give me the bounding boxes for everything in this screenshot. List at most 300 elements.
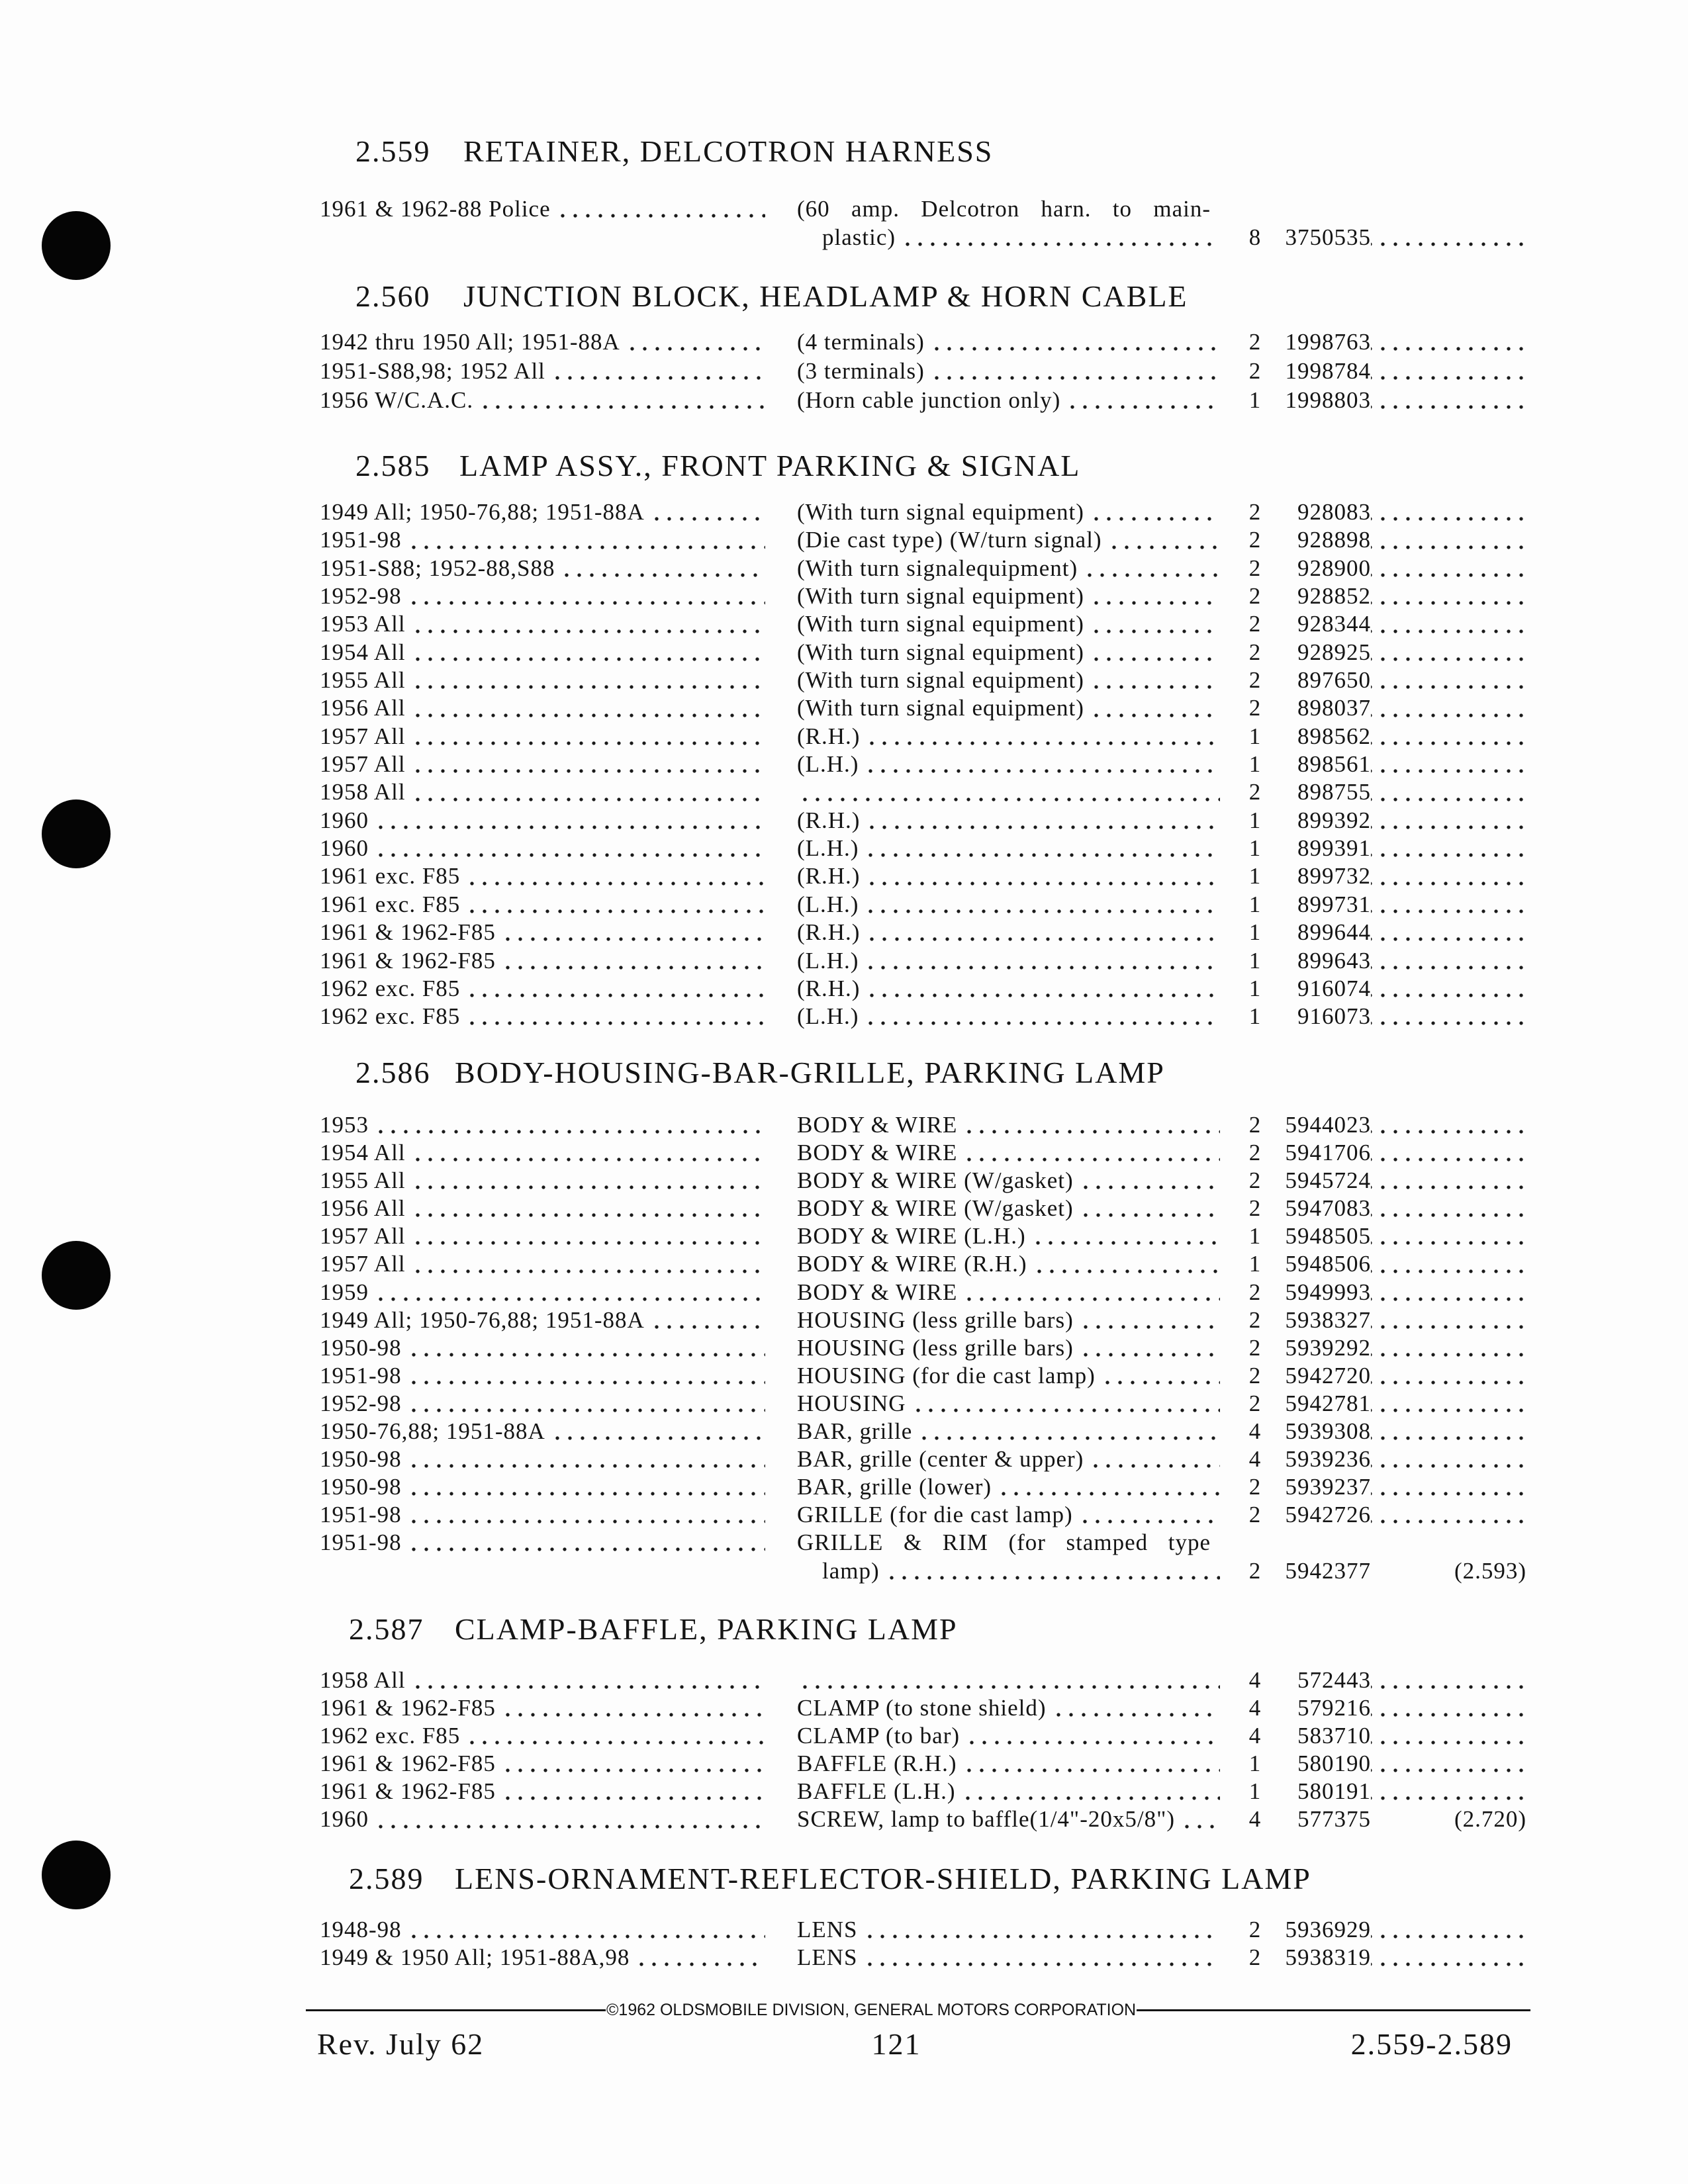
- description: (R.H.): [797, 863, 861, 889]
- dot-leader: [960, 1778, 1220, 1805]
- dot-leader: [555, 195, 765, 223]
- dot-leader: [373, 835, 765, 862]
- model-years-cell: [320, 1111, 765, 1139]
- model-years-cell: [320, 1279, 765, 1306]
- dot-leader: [1371, 975, 1526, 1003]
- quantity-cell: 2: [1248, 1140, 1262, 1166]
- dot-leader: [1371, 1750, 1526, 1778]
- model-years: 1960: [320, 807, 369, 833]
- model-years-cell: [320, 1722, 765, 1750]
- dot-leader: [477, 386, 765, 415]
- dot-leader: [1100, 1362, 1220, 1390]
- quantity-cell: 4: [1248, 1446, 1262, 1473]
- model-years-cell: [320, 1362, 765, 1390]
- section-range: 2.559-2.589: [1350, 2027, 1513, 2061]
- dot-leader: [1371, 891, 1526, 919]
- model-years: 1958 All: [320, 779, 406, 805]
- dot-leader: [863, 835, 1220, 862]
- table-row: [0, 386, 1688, 415]
- parts-section: [0, 280, 1688, 415]
- description: BAR, grille (lower): [797, 1474, 992, 1500]
- parts-table: [0, 1666, 1688, 1834]
- part-number: 899643: [1297, 947, 1371, 974]
- dot-leader: [862, 1944, 1221, 1972]
- dot-leader: [406, 1916, 765, 1944]
- table-row: [0, 1390, 1688, 1418]
- section-number: 2.587: [349, 1612, 424, 1646]
- quantity-cell: 2: [1248, 1944, 1262, 1970]
- table-row: [0, 807, 1688, 835]
- parts-table: [0, 328, 1688, 415]
- section-title: CLAMP-BAFFLE, PARKING LAMP: [455, 1612, 958, 1646]
- description-cell: [797, 1805, 1220, 1833]
- parts-section: [0, 135, 1688, 251]
- quantity-cell: 1: [1248, 1003, 1262, 1030]
- part-number-cell: [1281, 1778, 1526, 1805]
- description-cell: [797, 1334, 1220, 1362]
- part-number-cell: [1281, 778, 1526, 806]
- part-number-cell: [1281, 919, 1526, 946]
- table-row: [0, 1003, 1688, 1030]
- quantity-cell: 2: [1248, 1390, 1262, 1416]
- dot-leader: [1371, 1279, 1526, 1306]
- parts-table: [0, 1916, 1688, 1972]
- table-row: [0, 666, 1688, 694]
- dot-leader: [884, 1557, 1220, 1585]
- dot-leader: [1179, 1805, 1220, 1833]
- dot-leader: [1371, 1362, 1526, 1390]
- dot-leader: [910, 1390, 1221, 1418]
- model-years-cell: [320, 666, 765, 694]
- quantity-cell: 1: [1248, 947, 1262, 974]
- model-years: 1959: [320, 1279, 369, 1305]
- table-row-continuation: [0, 223, 1688, 251]
- section-title: LENS-ORNAMENT-REFLECTOR-SHIELD, PARKING LAMP: [455, 1862, 1311, 1895]
- quantity-cell: 1: [1248, 919, 1262, 946]
- dot-leader: [406, 526, 765, 554]
- dot-leader: [624, 328, 765, 357]
- dot-leader: [1082, 555, 1220, 582]
- dot-leader: [1371, 1306, 1526, 1334]
- table-row: [0, 582, 1688, 610]
- part-number-cell: [1281, 1722, 1526, 1750]
- description: (60 amp. Delcotron harn. to main-: [797, 196, 1211, 222]
- dot-leader: [916, 1418, 1220, 1445]
- model-years: 1961 & 1962-F85: [320, 1778, 496, 1805]
- model-years: 1960: [320, 835, 369, 862]
- model-years: 1951-S88; 1952-88,S88: [320, 555, 555, 581]
- part-number-cell: [1281, 223, 1526, 251]
- part-number-cell: [1281, 975, 1526, 1003]
- dot-leader: [929, 328, 1220, 357]
- model-years: 1950-98: [320, 1334, 402, 1361]
- table-row: [0, 751, 1688, 778]
- dot-leader: [929, 357, 1220, 386]
- quantity-cell: 2: [1248, 779, 1262, 805]
- description-cell: [797, 666, 1220, 694]
- dot-leader: [1371, 666, 1526, 694]
- quantity-cell: 1: [1248, 891, 1262, 917]
- table-row: [0, 891, 1688, 919]
- dot-leader: [1371, 1944, 1526, 1972]
- dot-leader: [864, 807, 1220, 835]
- description: (With turn signal equipment): [797, 667, 1084, 694]
- part-number: 5942726: [1285, 1502, 1371, 1528]
- dot-leader: [1078, 1334, 1220, 1362]
- part-number: 1998803: [1285, 387, 1371, 413]
- model-years-cell: [320, 1529, 765, 1557]
- table-row: [0, 975, 1688, 1003]
- part-number-cell: [1281, 1306, 1526, 1334]
- dot-leader: [1078, 1167, 1220, 1195]
- dot-leader: [549, 1418, 765, 1445]
- model-years-cell: [320, 778, 765, 806]
- table-row-continuation: [0, 1557, 1688, 1585]
- table-row: [0, 1139, 1688, 1167]
- dot-leader: [649, 1306, 765, 1334]
- part-number-cell: [1281, 1916, 1526, 1944]
- model-years-cell: [320, 694, 765, 722]
- description-continued: plastic): [822, 224, 896, 250]
- part-number: 1998763: [1285, 329, 1371, 355]
- quantity-cell: 4: [1248, 1667, 1262, 1693]
- part-number-cell: [1281, 1111, 1526, 1139]
- description-cell: [797, 862, 1220, 890]
- model-years: 1951-98: [320, 527, 402, 553]
- quantity-cell: 4: [1248, 1695, 1262, 1721]
- description: BODY & WIRE (L.H.): [797, 1223, 1026, 1250]
- model-years-cell: [320, 1694, 765, 1722]
- description: BODY & WIRE (W/gasket): [797, 1167, 1074, 1194]
- model-years-cell: [320, 1750, 765, 1778]
- model-years-cell: [320, 1778, 765, 1805]
- model-years: 1960: [320, 1806, 369, 1833]
- dot-leader: [410, 666, 765, 694]
- dot-leader: [410, 1195, 765, 1222]
- description-cell: [797, 778, 1220, 806]
- model-years-cell: [320, 639, 765, 666]
- quantity-cell: 1: [1248, 1778, 1262, 1805]
- part-number: 898037: [1297, 695, 1371, 721]
- dot-leader: [410, 1666, 765, 1694]
- dot-leader: [1088, 610, 1220, 638]
- part-number: 5948506: [1285, 1251, 1371, 1277]
- table-row: [0, 526, 1688, 554]
- description-cell: [797, 975, 1220, 1003]
- model-years: 1955 All: [320, 1167, 406, 1194]
- part-number-cell: [1281, 1362, 1526, 1390]
- model-years: 1954 All: [320, 1140, 406, 1166]
- part-number: 5941706: [1285, 1140, 1371, 1166]
- description: CLAMP (to bar): [797, 1723, 961, 1749]
- model-years: 1950-76,88; 1951-88A: [320, 1418, 545, 1445]
- dot-leader: [1371, 328, 1526, 357]
- quantity-cell: 2: [1248, 611, 1262, 637]
- description: (With turn signalequipment): [797, 555, 1078, 581]
- dot-leader: [961, 1111, 1220, 1139]
- quantity-cell: 2: [1248, 1502, 1262, 1528]
- part-number-cell: [1281, 1694, 1526, 1722]
- part-number: 5942781: [1285, 1390, 1371, 1416]
- dot-leader: [410, 1139, 765, 1167]
- model-years: 1957 All: [320, 1251, 406, 1277]
- model-years: 1951-98: [320, 1502, 402, 1528]
- dot-leader: [464, 1722, 765, 1750]
- description-cell: [797, 1473, 1220, 1501]
- part-number-cell: [1281, 694, 1526, 722]
- quantity-cell: 2: [1248, 695, 1262, 721]
- dot-leader: [1371, 1722, 1526, 1750]
- part-number: 580190: [1297, 1751, 1371, 1777]
- part-number: 577375: [1297, 1806, 1371, 1833]
- dot-leader: [996, 1473, 1220, 1501]
- model-years: 1956 W/C.A.C.: [320, 387, 474, 413]
- dot-leader: [500, 947, 765, 975]
- description-cell: [797, 1666, 1220, 1694]
- model-years-cell: [320, 1139, 765, 1167]
- dot-leader: [862, 1916, 1221, 1944]
- quantity-cell: 4: [1248, 1806, 1262, 1833]
- description: BODY & WIRE: [797, 1140, 958, 1166]
- model-years: 1951-98: [320, 1362, 402, 1388]
- description-cell: [797, 1529, 1220, 1557]
- part-number-cell: [1281, 555, 1526, 582]
- description-cell: [797, 1722, 1220, 1750]
- dot-leader: [410, 778, 765, 806]
- part-number-cell: [1281, 1139, 1526, 1167]
- model-years-cell: [320, 1250, 765, 1278]
- dot-leader: [1371, 1473, 1526, 1501]
- table-row: [0, 1501, 1688, 1529]
- quantity-cell: 2: [1248, 329, 1262, 355]
- dot-leader: [1371, 919, 1526, 946]
- dot-leader: [500, 1694, 765, 1722]
- description-continued: lamp): [822, 1557, 880, 1584]
- description: SCREW, lamp to baffle(1/4"-20x5/8"): [797, 1806, 1176, 1833]
- dot-leader: [863, 947, 1220, 975]
- description: (L.H.): [797, 1003, 859, 1030]
- model-years: 1961 & 1962-88 Police: [320, 196, 551, 222]
- dot-leader: [1106, 526, 1220, 554]
- model-years-cell: [320, 195, 765, 223]
- description: (With turn signal equipment): [797, 639, 1084, 665]
- footer-rule: [306, 2009, 606, 2011]
- table-row: [0, 1694, 1688, 1722]
- quantity-cell: 2: [1248, 527, 1262, 553]
- dot-leader: [1088, 694, 1220, 722]
- dot-leader: [1078, 1195, 1220, 1222]
- dot-leader: [1030, 1222, 1220, 1250]
- model-years: 1953 All: [320, 611, 406, 637]
- description: BAFFLE (L.H.): [797, 1778, 956, 1805]
- dot-leader: [1088, 498, 1220, 526]
- table-row: [0, 1473, 1688, 1501]
- description-cell: [797, 1222, 1220, 1250]
- model-years: 1956 All: [320, 695, 406, 721]
- part-number-cell: [1281, 1250, 1526, 1278]
- part-number-cell: [1281, 947, 1526, 975]
- description: BODY & WIRE (W/gasket): [797, 1195, 1074, 1222]
- dot-leader: [500, 919, 765, 946]
- dot-leader: [1371, 1445, 1526, 1473]
- dot-leader: [797, 1666, 1220, 1694]
- dot-leader: [464, 1003, 765, 1030]
- model-years-cell: [320, 835, 765, 862]
- quantity-cell: 1: [1248, 1223, 1262, 1250]
- dot-leader: [1371, 639, 1526, 666]
- table-row: [0, 1279, 1688, 1306]
- quantity-cell: 2: [1248, 1279, 1262, 1305]
- quantity-cell: 1: [1248, 807, 1262, 833]
- quantity-cell: 2: [1248, 1195, 1262, 1222]
- model-years: 1954 All: [320, 639, 406, 665]
- description: BODY & WIRE: [797, 1279, 958, 1305]
- quantity-cell: 8: [1248, 224, 1262, 250]
- description-cell: [797, 386, 1220, 415]
- part-number: 583710: [1297, 1723, 1371, 1749]
- description-cell: [797, 357, 1220, 386]
- table-row: [0, 778, 1688, 806]
- model-years-cell: [320, 1003, 765, 1030]
- dot-leader: [1371, 751, 1526, 778]
- quantity-cell: 1: [1248, 863, 1262, 889]
- part-number-cell: [1281, 862, 1526, 890]
- dot-leader: [1371, 807, 1526, 835]
- description-cell: [797, 1778, 1220, 1805]
- part-number: 916073: [1297, 1003, 1371, 1030]
- description: (R.H.): [797, 975, 861, 1001]
- description: BAR, grille (center & upper): [797, 1446, 1084, 1473]
- part-number: 5938319: [1285, 1944, 1371, 1970]
- dot-leader: [1371, 1250, 1526, 1278]
- dot-leader: [410, 751, 765, 778]
- table-row: [0, 1445, 1688, 1473]
- table-row: [0, 1362, 1688, 1390]
- dot-leader: [633, 1944, 765, 1972]
- dot-leader: [1371, 526, 1526, 554]
- part-number-cell: [1281, 807, 1526, 835]
- quantity-cell: 2: [1248, 1362, 1262, 1388]
- part-number-cell: [1281, 1195, 1526, 1222]
- model-years: 1955 All: [320, 667, 406, 694]
- model-years: 1942 thru 1950 All; 1951-88A: [320, 329, 620, 355]
- description-cell: [797, 1944, 1220, 1972]
- quantity-cell: 1: [1248, 387, 1262, 413]
- table-row: [0, 1250, 1688, 1278]
- section-title: BODY-HOUSING-BAR-GRILLE, PARKING LAMP: [455, 1056, 1165, 1089]
- part-number-cell: [1281, 498, 1526, 526]
- parts-section: [0, 1056, 1688, 1585]
- cross-reference: (2.720): [1454, 1806, 1526, 1833]
- dot-leader: [464, 975, 765, 1003]
- section-heading: [0, 280, 1688, 313]
- description-cell: [797, 223, 1220, 251]
- section-heading: [0, 449, 1688, 482]
- dot-leader: [406, 1390, 765, 1418]
- description-cell: [797, 807, 1220, 835]
- part-number: 898562: [1297, 723, 1371, 749]
- description-cell: [797, 1418, 1220, 1445]
- description-cell: [797, 1557, 1220, 1585]
- description-cell: [797, 947, 1220, 975]
- table-row: [0, 328, 1688, 357]
- dot-leader: [1371, 498, 1526, 526]
- dot-leader: [1371, 835, 1526, 862]
- dot-leader: [410, 1222, 765, 1250]
- dot-leader: [961, 1750, 1221, 1778]
- model-years-cell: [320, 1195, 765, 1222]
- part-number-cell: [1281, 1501, 1526, 1529]
- part-number-cell: [1281, 386, 1526, 415]
- part-number-cell: [1281, 526, 1526, 554]
- model-years-cell: [320, 1473, 765, 1501]
- description: (4 terminals): [797, 329, 925, 355]
- model-years: 1956 All: [320, 1195, 406, 1222]
- dot-leader: [1371, 862, 1526, 890]
- description-cell: [797, 1279, 1220, 1306]
- description-cell: [797, 555, 1220, 582]
- dot-leader: [1371, 1222, 1526, 1250]
- model-years-cell: [320, 1445, 765, 1473]
- description: BODY & WIRE: [797, 1112, 958, 1138]
- quantity-cell: 1: [1248, 751, 1262, 778]
- model-years: 1961 exc. F85: [320, 891, 461, 917]
- description-cell: [797, 1445, 1220, 1473]
- model-years: 1961 & 1962-F85: [320, 919, 496, 946]
- description-cell: [797, 1003, 1220, 1030]
- parts-table: [0, 1111, 1688, 1585]
- section-heading: [0, 135, 1688, 168]
- part-number-cell: [1281, 1666, 1526, 1694]
- dot-leader: [1088, 666, 1220, 694]
- section-title: LAMP ASSY., FRONT PARKING & SIGNAL: [459, 449, 1081, 482]
- description-cell: [797, 751, 1220, 778]
- part-number-cell: [1281, 639, 1526, 666]
- part-number-cell: [1281, 1944, 1526, 1972]
- parts-table: [0, 195, 1688, 251]
- dot-leader: [410, 723, 765, 751]
- description: HOUSING: [797, 1390, 906, 1416]
- dot-leader: [1371, 610, 1526, 638]
- part-number: 5939237: [1285, 1474, 1371, 1500]
- section-number: 2.586: [355, 1056, 431, 1089]
- description: (With turn signal equipment): [797, 499, 1084, 525]
- part-number: 5942377: [1285, 1557, 1371, 1584]
- model-years-cell: [320, 751, 765, 778]
- description: CLAMP (to stone shield): [797, 1695, 1047, 1721]
- dot-leader: [1371, 1666, 1526, 1694]
- description: (Horn cable junction only): [797, 387, 1061, 413]
- table-row: [0, 1418, 1688, 1445]
- part-number-cell: [1281, 1167, 1526, 1195]
- table-row: [0, 1167, 1688, 1195]
- quantity-cell: 2: [1248, 1167, 1262, 1194]
- section-heading: [0, 1862, 1688, 1895]
- table-row: [0, 919, 1688, 946]
- model-years-cell: [320, 1390, 765, 1418]
- dot-leader: [961, 1139, 1220, 1167]
- description: (R.H.): [797, 807, 861, 833]
- section-heading: [0, 1613, 1688, 1646]
- model-years-cell: [320, 862, 765, 890]
- footer-rule: [1137, 2009, 1530, 2011]
- part-number: 5949993: [1285, 1279, 1371, 1305]
- copyright-line: [306, 2000, 1530, 2020]
- quantity-cell: 1: [1248, 1751, 1262, 1777]
- dot-leader: [373, 807, 765, 835]
- model-years-cell: [320, 1334, 765, 1362]
- description-cell: [797, 891, 1220, 919]
